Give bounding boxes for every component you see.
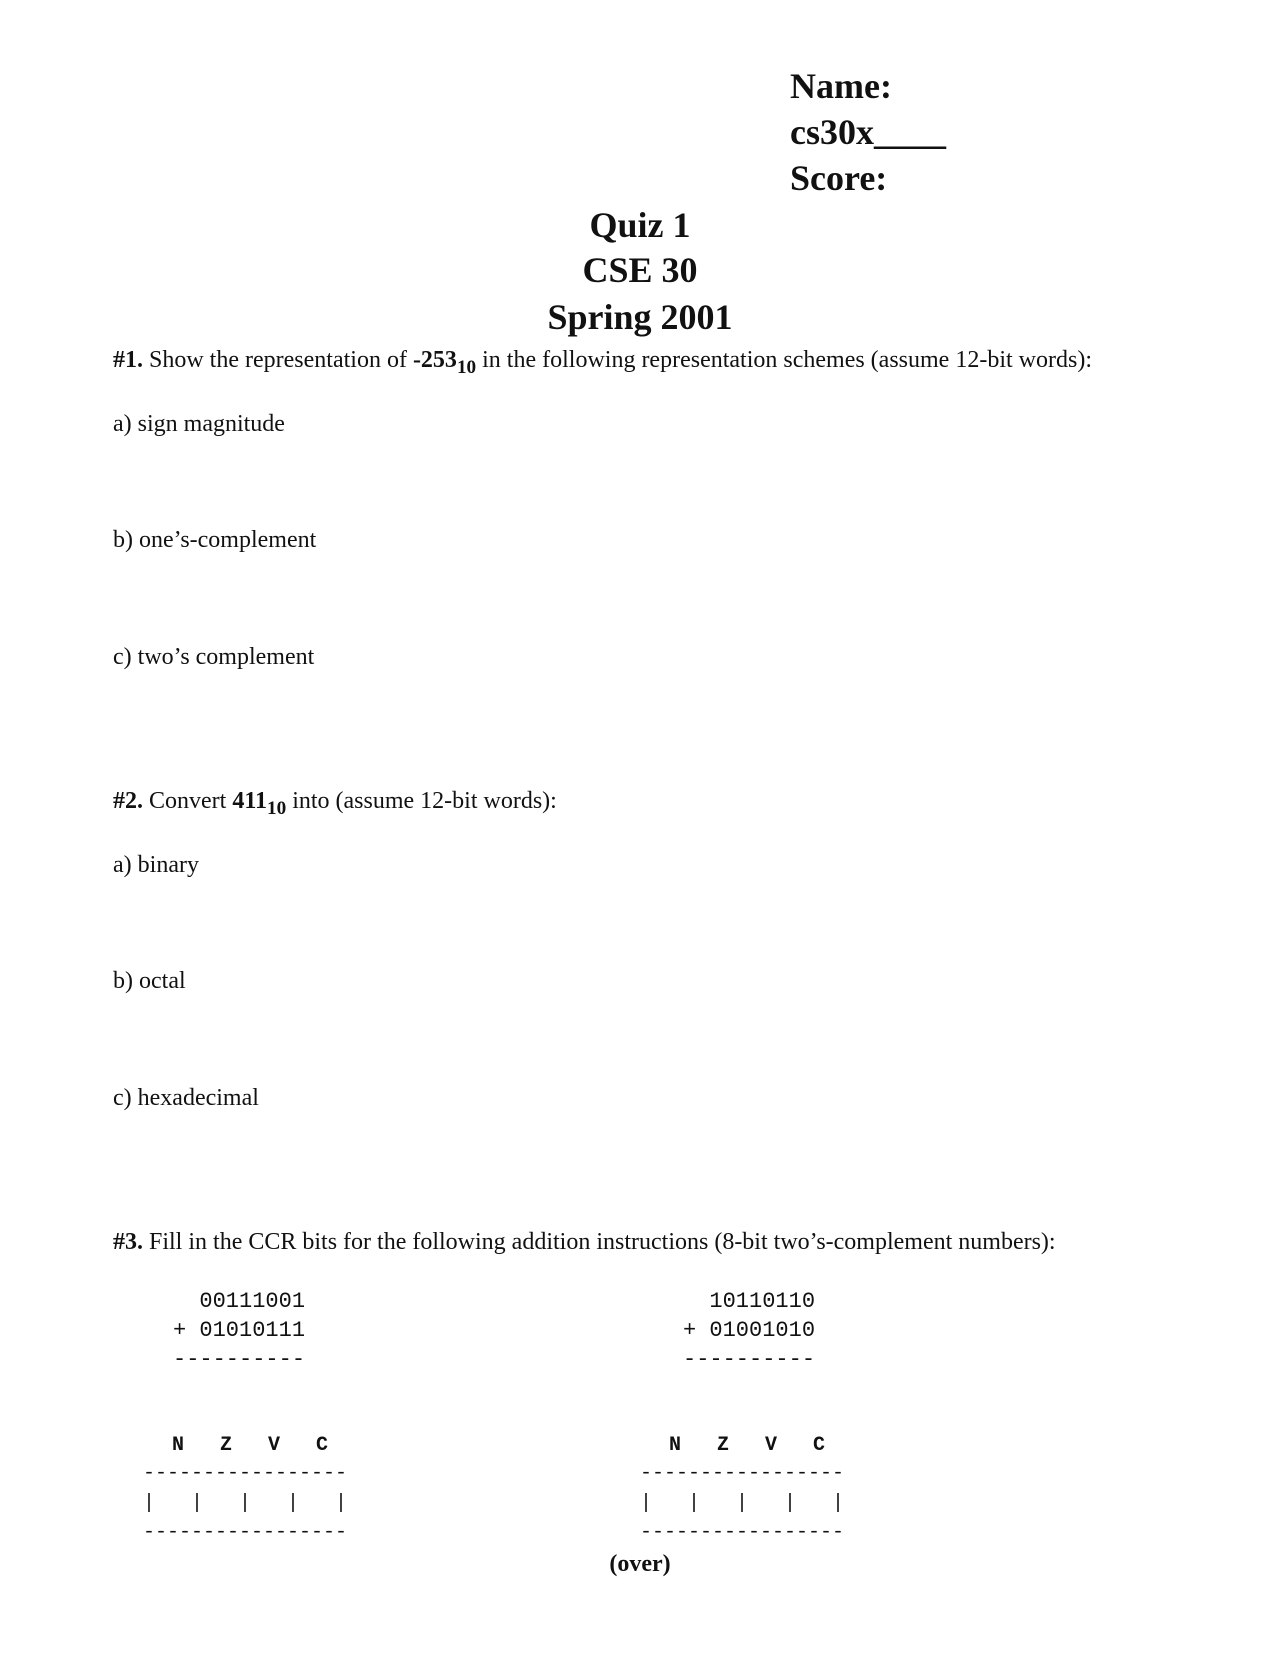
problem-a-ccr-cells: | | | | | [143, 1492, 348, 1515]
question-3-text: Fill in the CCR bits for the following addition instructions (8-bit two’s-complement numbers): [143, 1229, 1056, 1255]
question-2-base: 10 [267, 797, 287, 819]
question-2-item-b: b) octal [113, 968, 186, 994]
question-1-base: 10 [456, 356, 477, 378]
question-2-value: 411 [232, 788, 268, 814]
login-label: cs30x____ [790, 112, 946, 152]
problem-b-ccr-cells: | | | | | [640, 1492, 845, 1515]
problem-b-ccr-top: ----------------- [640, 1462, 845, 1485]
term-title: Spring 2001 [547, 297, 733, 337]
problem-b-ccr-bottom: ----------------- [640, 1521, 845, 1544]
problem-a-ccr-top: ----------------- [143, 1462, 348, 1485]
question-1-item-c: c) two’s complement [113, 644, 315, 670]
problem-a-addend-1: 00111001 [173, 1289, 306, 1314]
question-2 [113, 786, 557, 818]
question-2-number: #2. [113, 788, 143, 814]
question-1-value: -253 [412, 347, 457, 373]
quiz-title: Quiz 1 [589, 205, 691, 245]
question-2-text-after: into (assume 12-bit words): [286, 788, 557, 814]
problem-b-rule: ---------- [683, 1347, 816, 1372]
question-1 [113, 345, 1092, 377]
question-3 [113, 1227, 1056, 1257]
problem-b-addend-2: + 01001010 [683, 1318, 816, 1343]
problem-a-rule: ---------- [173, 1347, 306, 1372]
name-label: Name: [790, 66, 892, 106]
question-2-text-before: Convert [143, 788, 233, 814]
problem-a-addend-2: + 01010111 [173, 1318, 306, 1343]
problem-a-ccr-labels: N Z V C [172, 1434, 329, 1457]
question-1-item-a: a) sign magnitude [113, 411, 285, 437]
score-label: Score: [790, 158, 888, 198]
question-1-number: #1. [113, 347, 143, 373]
problem-b-addend-1: 10110110 [683, 1289, 816, 1314]
question-1-text-after: in the following representation schemes (assume 12-bit words): [476, 347, 1092, 373]
course-title: CSE 30 [582, 250, 698, 290]
question-2-item-c: c) hexadecimal [113, 1085, 259, 1111]
question-2-item-a: a) binary [113, 852, 199, 878]
question-3-number: #3. [113, 1229, 143, 1255]
problem-b-ccr-labels: N Z V C [669, 1434, 826, 1457]
over-label: (over) [609, 1551, 671, 1577]
question-1-item-b: b) one’s-complement [113, 527, 317, 553]
question-1-text-before: Show the representation of [143, 347, 413, 373]
problem-a-ccr-bottom: ----------------- [143, 1521, 348, 1544]
